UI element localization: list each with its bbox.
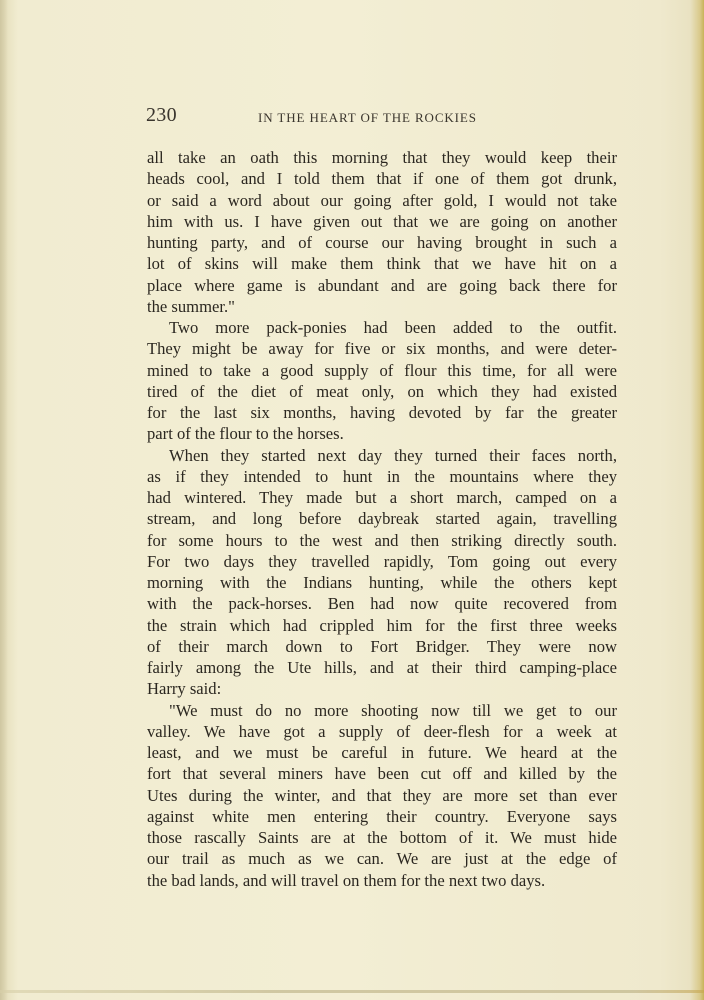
text-line: place where game is abundant and are going back there for [147, 275, 617, 295]
text-line: all take an oath this morning that they would keep their [147, 148, 617, 167]
body-text [147, 147, 617, 891]
text-line: the strain which had crippled him for the first three weeks [147, 615, 617, 635]
text-line: Harry said: [147, 679, 222, 699]
text-line: For two days they travelled rapidly, Tom going out every [147, 551, 617, 571]
text-line: against white men entering their country. Everyone says [147, 806, 617, 826]
text-line: heads cool, and I told them that if one of them got drunk, [147, 169, 617, 189]
text-line: the summer." [147, 296, 235, 316]
text-line: stream, and long before daybreak started again, travelling [147, 509, 617, 529]
text-line: for the last six months, having devoted by far the greater [147, 403, 617, 422]
text-line: lot of skins will make them think that we have hit on a [147, 254, 617, 274]
text-line: valley. We have got a supply of deer-flesh for a week at [147, 721, 617, 741]
page-number: 230 [146, 104, 177, 126]
text-line: with the pack-horses. Ben had now quite recovered from [147, 594, 617, 614]
text-line: mined to take a good supply of flour this time, for all were [147, 360, 617, 380]
text-line: fort that several miners have been cut off and killed by the [147, 764, 617, 784]
text-line: as if they intended to hunt in the mountains where they [147, 466, 617, 486]
text-line: had wintered. They made but a short march, camped on a [147, 488, 617, 507]
text-line: least, and we must be careful in future. We heard at the [147, 743, 617, 762]
text-line: him with us. I have given out that we are going on another [147, 211, 617, 231]
page-header [146, 104, 616, 130]
text-line: those rascally Saints are at the bottom of it. We must hide [147, 828, 617, 847]
text-line: part of the flour to the horses. [147, 424, 344, 444]
text-line: for some hours to the west and then striking directly south. [147, 530, 617, 550]
text-line: fairly among the Ute hills, and at their third camping-place [147, 658, 617, 677]
text-line: our trail as much as we can. We are just at the edge of [147, 849, 617, 869]
text-line: Two more pack-ponies had been added to the outfit. [169, 318, 617, 337]
text-line: hunting party, and of course our having brought in such a [147, 233, 617, 252]
text-line: the bad lands, and will travel on them for the next two days. [147, 870, 546, 890]
text-line: tired of the diet of meat only, on which they had existed [147, 381, 617, 401]
text-line: morning with the Indians hunting, while the others kept [147, 573, 617, 592]
text-line: of their march down to Fort Bridger. They were now [147, 636, 617, 656]
text-line: Utes during the winter, and that they are more set than ever [147, 785, 617, 805]
running-title: IN THE HEART OF THE ROCKIES [258, 110, 477, 125]
text-line: or said a word about our going after gold, I would not take [147, 190, 617, 210]
text-line: They might be away for five or six months, and were deter- [147, 339, 617, 359]
text-line: When they started next day they turned their faces north, [169, 445, 617, 465]
text-line: "We must do no more shooting now till we get to our [169, 700, 617, 720]
page-bottom-edge [0, 990, 704, 993]
